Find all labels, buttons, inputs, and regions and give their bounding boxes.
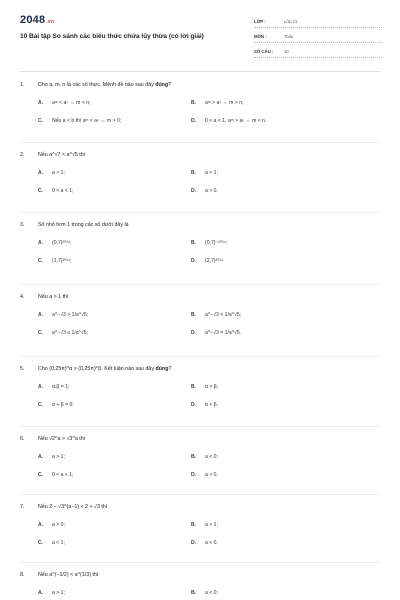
answer-option[interactable] (191, 170, 362, 176)
question-text (38, 504, 107, 510)
option-text: a > 1; (52, 169, 65, 176)
answer-option[interactable] (20, 170, 191, 176)
answer-option[interactable] (20, 540, 191, 546)
option-letter: B. (191, 383, 197, 390)
meta-key: LỚP : (254, 18, 266, 24)
answer-option[interactable] (20, 454, 191, 460)
question-number: 7. (20, 503, 25, 510)
option-letter: B. (191, 99, 197, 106)
option-text: α > β; (205, 383, 219, 390)
option-letter: D. (191, 471, 197, 478)
answer-option[interactable] (20, 330, 191, 336)
option-letter: C. (38, 471, 44, 478)
question-2 (20, 150, 380, 195)
option-letter: D. (191, 257, 197, 264)
options-row (20, 400, 380, 409)
option-letter: D. (191, 187, 197, 194)
question-stem (20, 434, 380, 443)
options-row (20, 310, 380, 319)
answer-option[interactable] (191, 540, 362, 546)
answer-option[interactable] (20, 100, 191, 106)
option-letter: A. (38, 589, 44, 596)
option-text: a^−√3 ≤ 1/a^√5; (52, 329, 88, 336)
option-letter: B. (191, 589, 197, 596)
question-divider (20, 494, 380, 495)
option-letter: B. (191, 169, 197, 176)
question-text-tail: ? (168, 365, 172, 372)
logo-text: 2048 (20, 14, 46, 26)
option-text: a^−√3 = 1/a^√5. (205, 329, 242, 336)
question-text (38, 82, 171, 88)
meta-info (254, 15, 382, 60)
option-text: a > 0; (52, 521, 65, 528)
answer-option[interactable] (20, 402, 191, 408)
option-letter: D. (191, 117, 197, 124)
question-text-main: Nếu √2^a > √3^a thì (38, 435, 86, 442)
question-8 (20, 570, 380, 597)
options-row (20, 116, 380, 125)
question-number: 5. (20, 365, 25, 372)
options-row (20, 186, 380, 195)
question-text (38, 294, 68, 300)
question-number: 1. (20, 81, 25, 88)
question-6 (20, 434, 380, 479)
option-text: (0,7)²⁰²⁴; (52, 239, 72, 246)
answer-option[interactable] (191, 258, 362, 264)
question-5 (20, 364, 380, 409)
site-logo[interactable] (20, 14, 54, 26)
question-number: 2. (20, 151, 25, 158)
answer-option[interactable] (20, 384, 191, 390)
options-row (20, 256, 380, 265)
question-text (38, 572, 98, 578)
answer-option[interactable] (20, 312, 191, 318)
option-letter: A. (38, 239, 44, 246)
options-row (20, 98, 380, 107)
document-title: 10 Bài tập So sánh các biểu thức chứa lũy thừa (có lời giải) (20, 33, 204, 40)
option-text: α + β = 0; (52, 401, 74, 408)
question-stem (20, 502, 380, 511)
option-text: aᵐ < aⁿ ⇔ m < n; (52, 99, 91, 106)
question-number: 8. (20, 571, 25, 578)
meta-row-subject (254, 30, 382, 43)
option-text: a^−√3 < 1/a^√5; (205, 311, 242, 318)
option-letter: D. (191, 329, 197, 336)
question-text-main: Cho a, m, n là các số thực. Mệnh đề nào sau đây (38, 81, 156, 88)
header-divider (20, 71, 380, 72)
option-text: a > 1; (52, 453, 65, 460)
option-text: (0,7)⁻²⁰²⁴; (205, 239, 228, 246)
question-text (38, 436, 85, 442)
page-header (0, 0, 400, 62)
options-row (20, 588, 380, 597)
answer-option[interactable] (20, 118, 191, 124)
answer-option[interactable] (191, 240, 362, 246)
option-letter: B. (191, 521, 197, 528)
meta-key: SỐ CÂU : (254, 48, 274, 54)
answer-option[interactable] (191, 384, 362, 390)
answer-option[interactable] (191, 402, 362, 408)
answer-option[interactable] (191, 522, 362, 528)
question-divider (20, 426, 380, 427)
meta-value: Toán (284, 33, 294, 39)
answer-option[interactable] (20, 472, 191, 478)
option-text: a < 0; (205, 589, 218, 596)
answer-option[interactable] (191, 454, 362, 460)
question-stem (20, 292, 380, 301)
option-text: a > 1; (205, 521, 218, 528)
question-stem (20, 220, 380, 229)
option-letter: C. (38, 401, 44, 408)
option-text: Nếu a < b thì aᵐ < aⁿ ⇔ m > 0; (52, 117, 122, 124)
option-text: 0 < a < 1, aᵐ > aⁿ ⇔ m < n. (205, 117, 267, 124)
option-text: aᵐ > aⁿ ⇔ m > n; (205, 99, 244, 106)
option-letter: A. (38, 99, 44, 106)
answer-option[interactable] (191, 118, 362, 124)
option-letter: C. (38, 187, 44, 194)
options-row (20, 452, 380, 461)
option-letter: A. (38, 521, 44, 528)
options-row (20, 238, 380, 247)
answer-option[interactable] (191, 188, 362, 194)
question-divider (20, 284, 380, 285)
question-stem (20, 80, 380, 89)
meta-key: MÔN : (254, 33, 267, 39)
option-text: α < β. (205, 401, 219, 408)
answer-option[interactable] (20, 258, 191, 264)
answer-option[interactable] (20, 590, 191, 596)
option-text: a > 0. (205, 471, 218, 478)
question-divider (20, 142, 380, 143)
option-letter: D. (191, 539, 197, 546)
option-text: a < 1; (205, 169, 218, 176)
meta-value: Lớp 11 (284, 18, 298, 24)
question-text-main: Số nhỏ hơn 1 trong các số dưới đây là (38, 221, 129, 228)
option-text: α.β = 1; (52, 383, 70, 390)
options-row (20, 382, 380, 391)
question-divider (20, 356, 380, 357)
option-text: a^−√3 > 1/a^√5; (52, 311, 89, 318)
question-divider (20, 562, 380, 563)
question-1 (20, 80, 380, 125)
option-text: (1,7)²⁰²⁴; (52, 257, 72, 264)
options-row (20, 538, 380, 547)
option-text: 0 < a < 1; (52, 471, 74, 478)
option-letter: D. (191, 401, 197, 408)
question-text-main: Nếu a > 1 thì (38, 293, 69, 300)
option-text: a < 1; (52, 539, 65, 546)
option-text: 0 < a < 1; (52, 187, 74, 194)
question-stem (20, 364, 380, 373)
question-text-main: Nếu a^√7 < a^√5 thì (38, 151, 86, 158)
option-letter: A. (38, 453, 44, 460)
option-text: a < 0. (205, 539, 218, 546)
option-letter: B. (191, 239, 197, 246)
question-text-main: Nếu 2 − √3^(a−1) < 2 + √3 thì (38, 503, 108, 510)
answer-option[interactable] (20, 188, 191, 194)
question-text-emphasis: đúng (155, 81, 169, 88)
option-letter: A. (38, 311, 44, 318)
question-text (38, 152, 85, 158)
question-stem (20, 570, 380, 579)
answer-option[interactable] (20, 240, 191, 246)
question-text-main: Cho (0,25π)^α > (0,25π)^β. Kết luận nào sau đây (38, 365, 156, 372)
option-text: a < 0; (205, 453, 218, 460)
question-text-emphasis: đúng (155, 365, 169, 372)
options-row (20, 168, 380, 177)
question-text-tail: ? (168, 81, 172, 88)
answer-option[interactable] (191, 100, 362, 106)
question-7 (20, 502, 380, 547)
answer-option[interactable] (191, 590, 362, 596)
answer-option[interactable] (191, 312, 362, 318)
meta-value: 10 (284, 48, 289, 54)
options-row (20, 520, 380, 529)
option-letter: A. (38, 169, 44, 176)
option-text: (2,7)²⁰²⁴ (205, 257, 224, 264)
question-text (38, 222, 129, 228)
answer-option[interactable] (191, 472, 362, 478)
options-row (20, 470, 380, 479)
question-number: 4. (20, 293, 25, 300)
option-letter: B. (191, 453, 197, 460)
meta-row-count (254, 45, 382, 58)
option-text: a > 0. (205, 187, 218, 194)
option-letter: C. (38, 539, 44, 546)
option-text: a > 1; (52, 589, 65, 596)
option-letter: A. (38, 383, 44, 390)
question-number: 3. (20, 221, 25, 228)
answer-option[interactable] (20, 522, 191, 528)
option-letter: C. (38, 257, 44, 264)
question-3 (20, 220, 380, 265)
question-text-main: Nếu a^(−1/2) < a^(1/3) thì (38, 571, 99, 578)
question-4 (20, 292, 380, 337)
option-letter: C. (38, 329, 44, 336)
answer-option[interactable] (191, 330, 362, 336)
options-row (20, 328, 380, 337)
question-divider (20, 212, 380, 213)
logo-suffix: .vn (46, 19, 55, 25)
question-text (38, 366, 171, 372)
question-stem (20, 150, 380, 159)
question-number: 6. (20, 435, 25, 442)
option-letter: C. (38, 117, 44, 124)
meta-row-class (254, 15, 382, 28)
option-letter: B. (191, 311, 197, 318)
